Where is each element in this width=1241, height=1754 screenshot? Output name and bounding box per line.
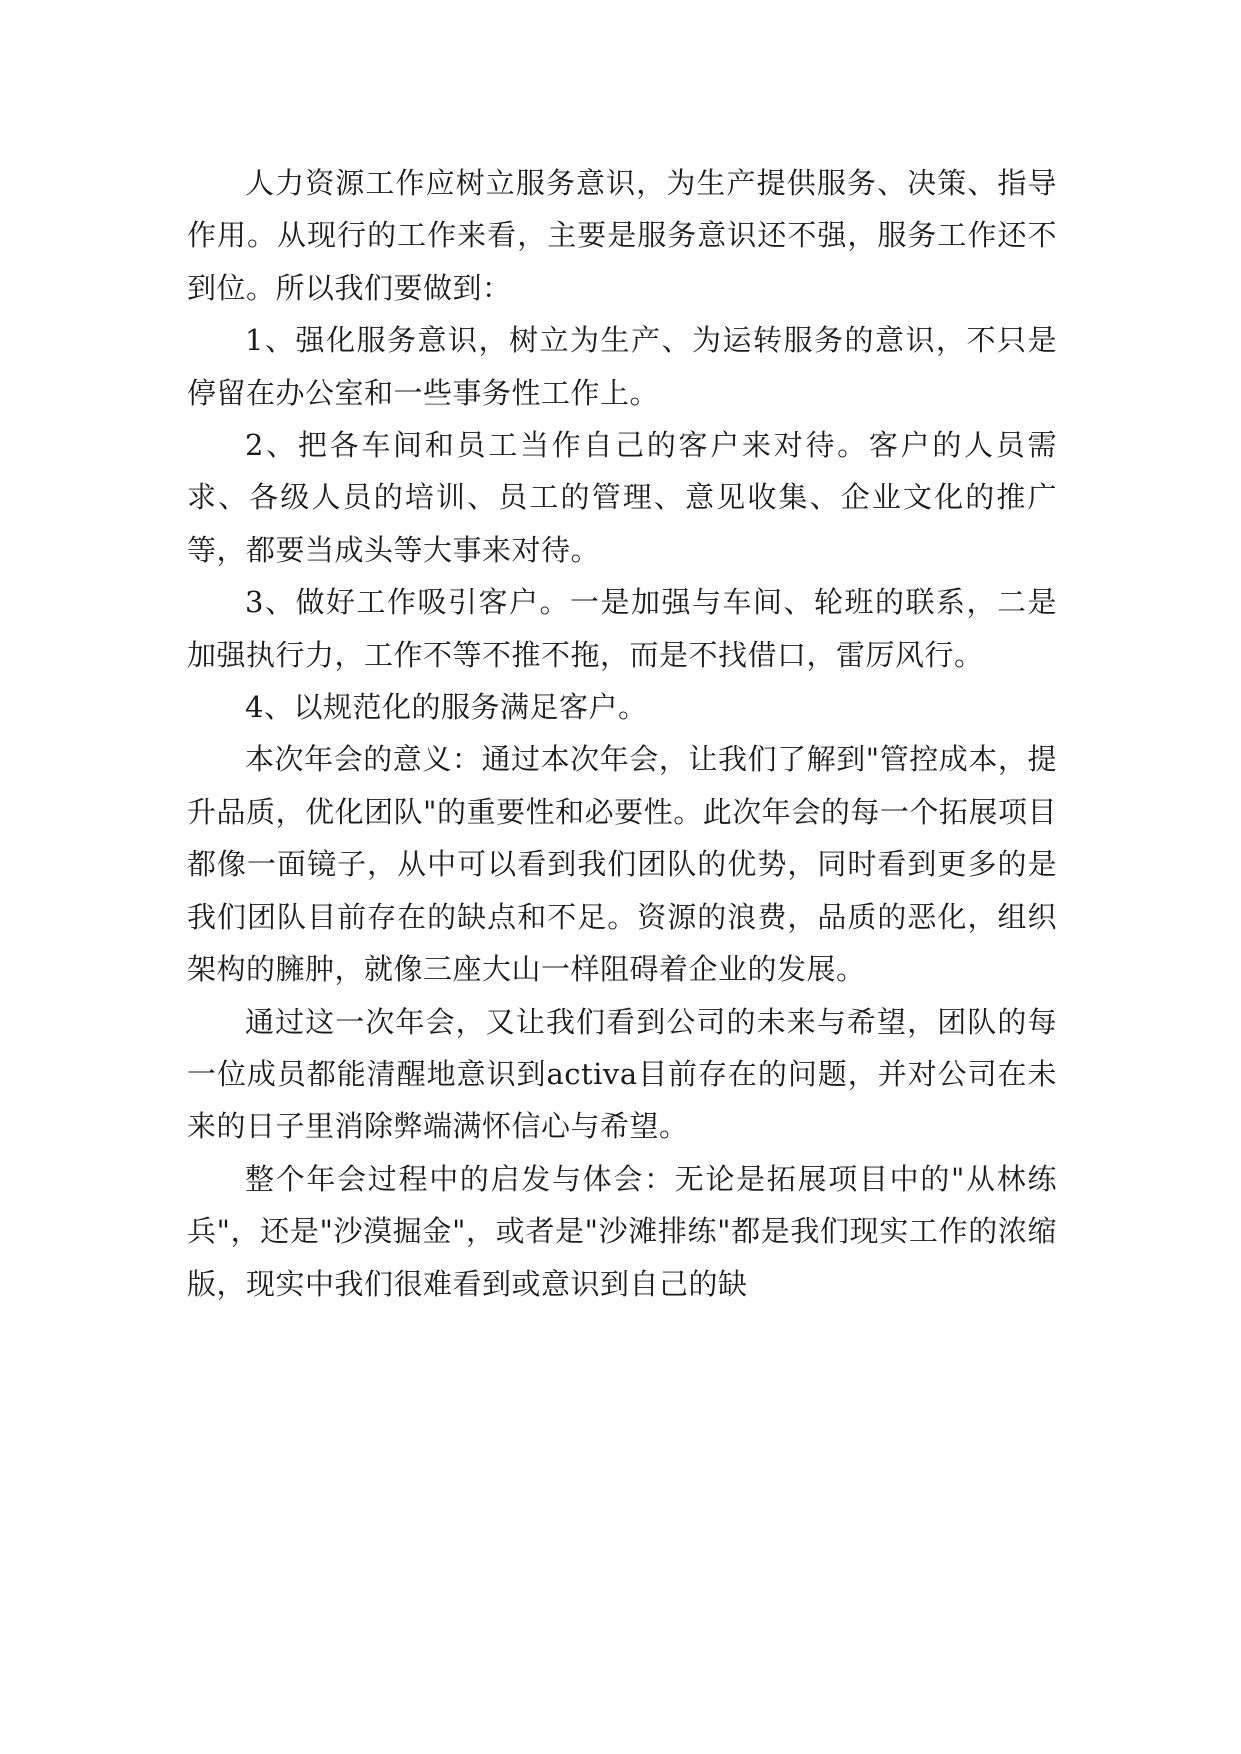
paragraph-future-hope: 通过这一次年会，又让我们看到公司的未来与希望，团队的每一位成员都能清醒地意识到activa目前存在的问题，并对公司在未来的日子里消除弊端满怀信心与希望。	[187, 1004, 1057, 1144]
paragraph-item-4: 4、以规范化的服务满足客户。	[245, 690, 648, 725]
paragraph-item-3: 3、做好工作吸引客户。一是加强与车间、轮班的联系，二是加强执行力，工作不等不推不拖，而是不找借口，雷厉风行。	[187, 585, 1057, 672]
paragraph-item-2: 2、把各车间和员工当作自己的客户来对待。客户的人员需求、各级人员的培训、员工的管理、意见收集、企业文化的推广等，都要当成头等大事来对待。	[187, 428, 1057, 567]
paragraph-insights: 整个年会过程中的启发与体会：无论是拓展项目中的"从林练兵"，还是"沙漠掘金"，或者是"沙滩排练"都是我们现实工作的浓缩版，现实中我们很难看到或意识到自己的缺	[187, 1161, 1057, 1301]
paragraph-item-1: 1、强化服务意识，树立为生产、为运转服务的意识，不只是停留在办公室和一些事务性工作上。	[187, 323, 1057, 410]
paragraph-meeting-meaning: 本次年会的意义：通过本次年会，让我们了解到"管控成本，提升品质，优化团队"的重要性和必要性。此次年会的每一个拓展项目都像一面镜子，从中可以看到我们团队的优势，同时看到更多的是我们团队目前存在的缺点和不足。资源的浪费，品质的恶化，组织架构的臃肿，就像三座大山一样阻碍着企业的发展。	[187, 742, 1057, 987]
paragraph-intro: 人力资源工作应树立服务意识，为生产提供服务、决策、指导作用。从现行的工作来看，主要是服务意识还不强，服务工作还不到位。所以我们要做到：	[187, 166, 1057, 305]
document-page	[187, 157, 1057, 1310]
